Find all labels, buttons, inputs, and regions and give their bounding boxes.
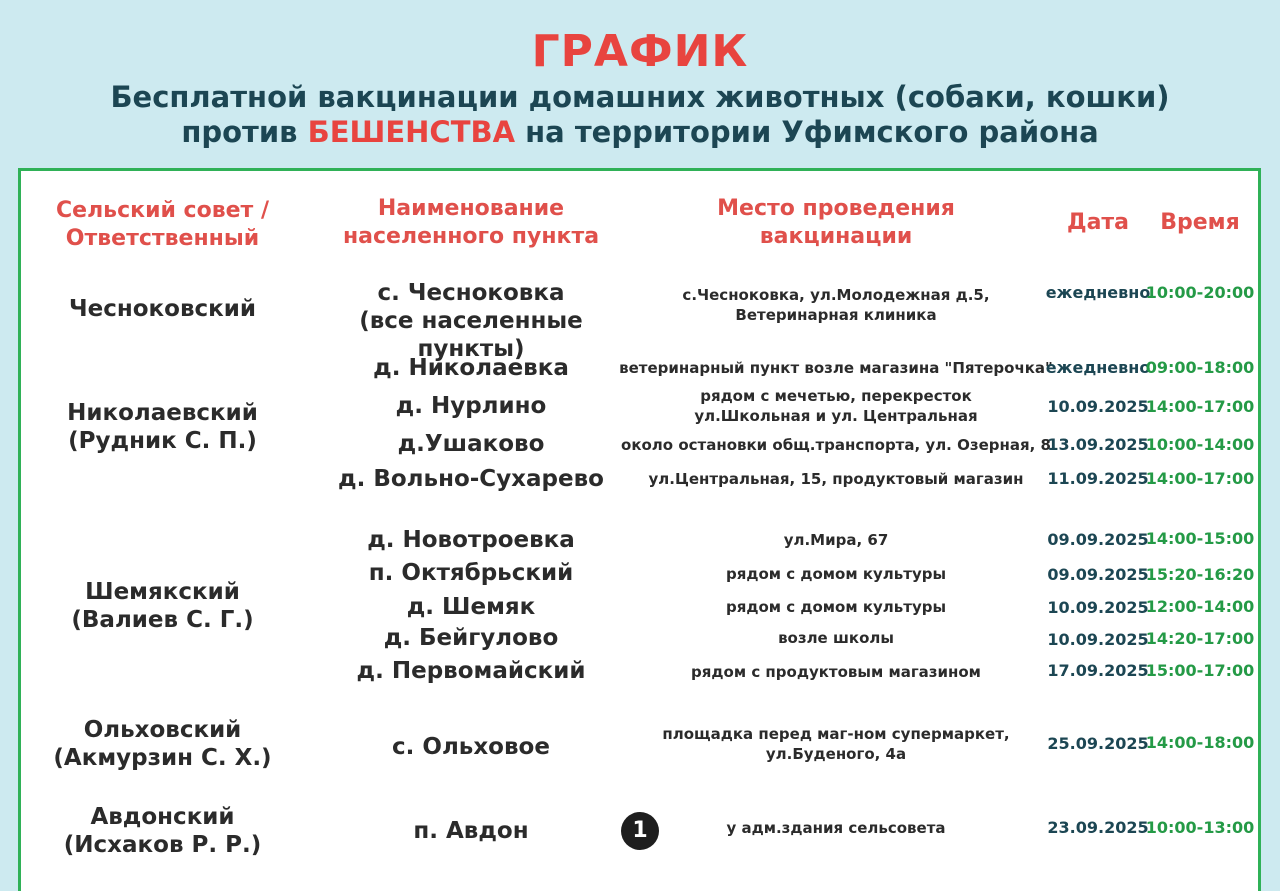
time-nikolaevka: 09:00-18:00 [1145, 358, 1255, 377]
subtitle-line-1: Бесплатной вакцинации домашних животных (собаки, кошки) [110, 80, 1170, 114]
date-oktyabrsky: 09.09.2025 [1047, 565, 1149, 584]
number-badge: 1 [621, 812, 659, 850]
place-volno-sukharevo: ул.Центральная, 15, продуктовый магазин [648, 470, 1024, 488]
place-olkhovoe-line-2: ул.Буденого, 4а [765, 745, 907, 763]
council-shemyaksky-name: Шемякский [85, 579, 240, 605]
council-avdonsky [20, 803, 305, 859]
column-header-date: Дата [1066, 210, 1130, 235]
place-beygulovo: возле школы [778, 629, 894, 647]
place-nurlino-line-1: рядом с мечетью, перекресток [700, 387, 972, 405]
place-chesnokovka [608, 285, 1064, 325]
time-avdon: 10:00-13:00 [1145, 818, 1255, 837]
settlement-olkhovoe: с. Ольховое [392, 734, 550, 760]
time-olkhovoe: 14:00-18:00 [1145, 733, 1255, 752]
date-beygulovo: 10.09.2025 [1047, 630, 1149, 649]
time-ushakovo: 10:00-14:00 [1145, 435, 1255, 454]
settlement-beygulovo: д. Бейгулово [383, 625, 559, 651]
council-olkhovsky [20, 716, 305, 772]
date-avdon: 23.09.2025 [1047, 818, 1149, 837]
council-nikolaevsky [20, 399, 305, 455]
settlement-nurlino: д. Нурлино [395, 393, 547, 419]
place-olkhovoe [608, 724, 1064, 764]
council-chesnokovsky: Чесноковский [69, 296, 256, 322]
column-header-place-line-2: вакцинации [759, 224, 913, 249]
council-avdonsky-person: (Исхаков Р. Р.) [63, 832, 262, 858]
time-oktyabrsky: 15:20-16:20 [1145, 565, 1255, 584]
place-nurlino [608, 386, 1064, 426]
settlement-pervomaysky: д. Первомайский [356, 658, 586, 684]
date-shemyak: 10.09.2025 [1047, 598, 1149, 617]
column-header-settlement-line-2: населенного пункта [342, 224, 600, 249]
time-volno-sukharevo: 14:00-17:00 [1145, 469, 1255, 488]
place-chesnokovka-line-1: с.Чесноковка, ул.Молодежная д.5, [682, 286, 990, 304]
date-olkhovoe: 25.09.2025 [1047, 734, 1149, 753]
place-chesnokovka-line-2: Ветеринарная клиника [735, 306, 937, 324]
council-nikolaevsky-person: (Рудник С. П.) [68, 428, 257, 454]
council-olkhovsky-name: Ольховский [83, 717, 242, 743]
column-header-settlement-line-1: Наименование [377, 196, 565, 221]
place-oktyabrsky: рядом с домом культуры [725, 565, 947, 583]
date-chesnokovka: ежедневно [1045, 283, 1151, 302]
settlement-oktyabrsky: п. Октябрьский [368, 560, 574, 586]
time-chesnokovka: 10:00-20:00 [1145, 283, 1255, 302]
column-header-time: Время [1160, 210, 1240, 235]
settlement-shemyak: д. Шемяк [406, 594, 536, 620]
council-olkhovsky-person: (Акмурзин С. Х.) [53, 745, 272, 771]
subtitle-line-2-start: против [181, 115, 308, 149]
place-olkhovoe-line-1: площадка перед маг-ном супермаркет, [662, 725, 1010, 743]
settlement-chesnokovka-line-2: (все населенные пункты) [359, 308, 583, 362]
column-header-place-line-1: Место проведения [717, 196, 955, 221]
place-nikolaevka: ветеринарный пункт возле магазина "Пятерочка" [619, 359, 1053, 377]
council-shemyaksky [20, 578, 305, 634]
settlement-chesnokovka-line-1: с. Чесноковка [377, 280, 565, 306]
place-avdon: у адм.здания сельсовета [726, 819, 946, 837]
settlement-chesnokovka [306, 279, 636, 363]
date-ushakovo: 13.09.2025 [1047, 435, 1149, 454]
time-novotroevka: 14:00-15:00 [1145, 529, 1255, 548]
date-novotroevka: 09.09.2025 [1047, 530, 1149, 549]
settlement-nikolaevka: д. Николаевка [373, 355, 569, 381]
column-header-council [20, 197, 305, 253]
rabies-highlight: БЕШЕНСТВА [307, 115, 516, 149]
date-volno-sukharevo: 11.09.2025 [1047, 469, 1149, 488]
subtitle-line-2-end: на территории Уфимского района [515, 115, 1099, 149]
subtitle-line-2 [0, 115, 1280, 149]
column-header-council-line-2: Ответственный [65, 226, 260, 251]
place-novotroevka: ул.Мира, 67 [783, 531, 889, 549]
time-beygulovo: 14:20-17:00 [1145, 629, 1255, 648]
column-header-settlement [306, 195, 636, 251]
date-nikolaevka: ежедневно [1045, 358, 1151, 377]
column-header-place [608, 195, 1064, 251]
place-nurlino-line-2: ул.Школьная и ул. Центральная [694, 407, 978, 425]
council-nikolaevsky-name: Николаевский [67, 400, 258, 426]
time-shemyak: 12:00-14:00 [1145, 597, 1255, 616]
settlement-avdon: п. Авдон [413, 818, 529, 844]
date-nurlino: 10.09.2025 [1047, 397, 1149, 416]
time-nurlino: 14:00-17:00 [1145, 397, 1255, 416]
settlement-volno-sukharevo: д. Вольно-Сухарево [338, 466, 604, 492]
council-shemyaksky-person: (Валиев С. Г.) [71, 607, 254, 633]
place-pervomaysky: рядом с продуктовым магазином [691, 663, 981, 681]
place-ushakovo: около остановки общ.транспорта, ул. Озерная, 8 [621, 436, 1051, 454]
settlement-novotroevka: д. Новотроевка [367, 527, 575, 553]
page-title: ГРАФИК [531, 26, 749, 77]
column-header-council-line-1: Сельский совет / [56, 198, 269, 223]
council-avdonsky-name: Авдонский [90, 804, 235, 830]
time-pervomaysky: 15:00-17:00 [1145, 661, 1255, 680]
settlement-ushakovo: д.Ушаково [397, 431, 545, 457]
date-pervomaysky: 17.09.2025 [1047, 661, 1149, 680]
place-shemyak: рядом с домом культуры [725, 598, 947, 616]
